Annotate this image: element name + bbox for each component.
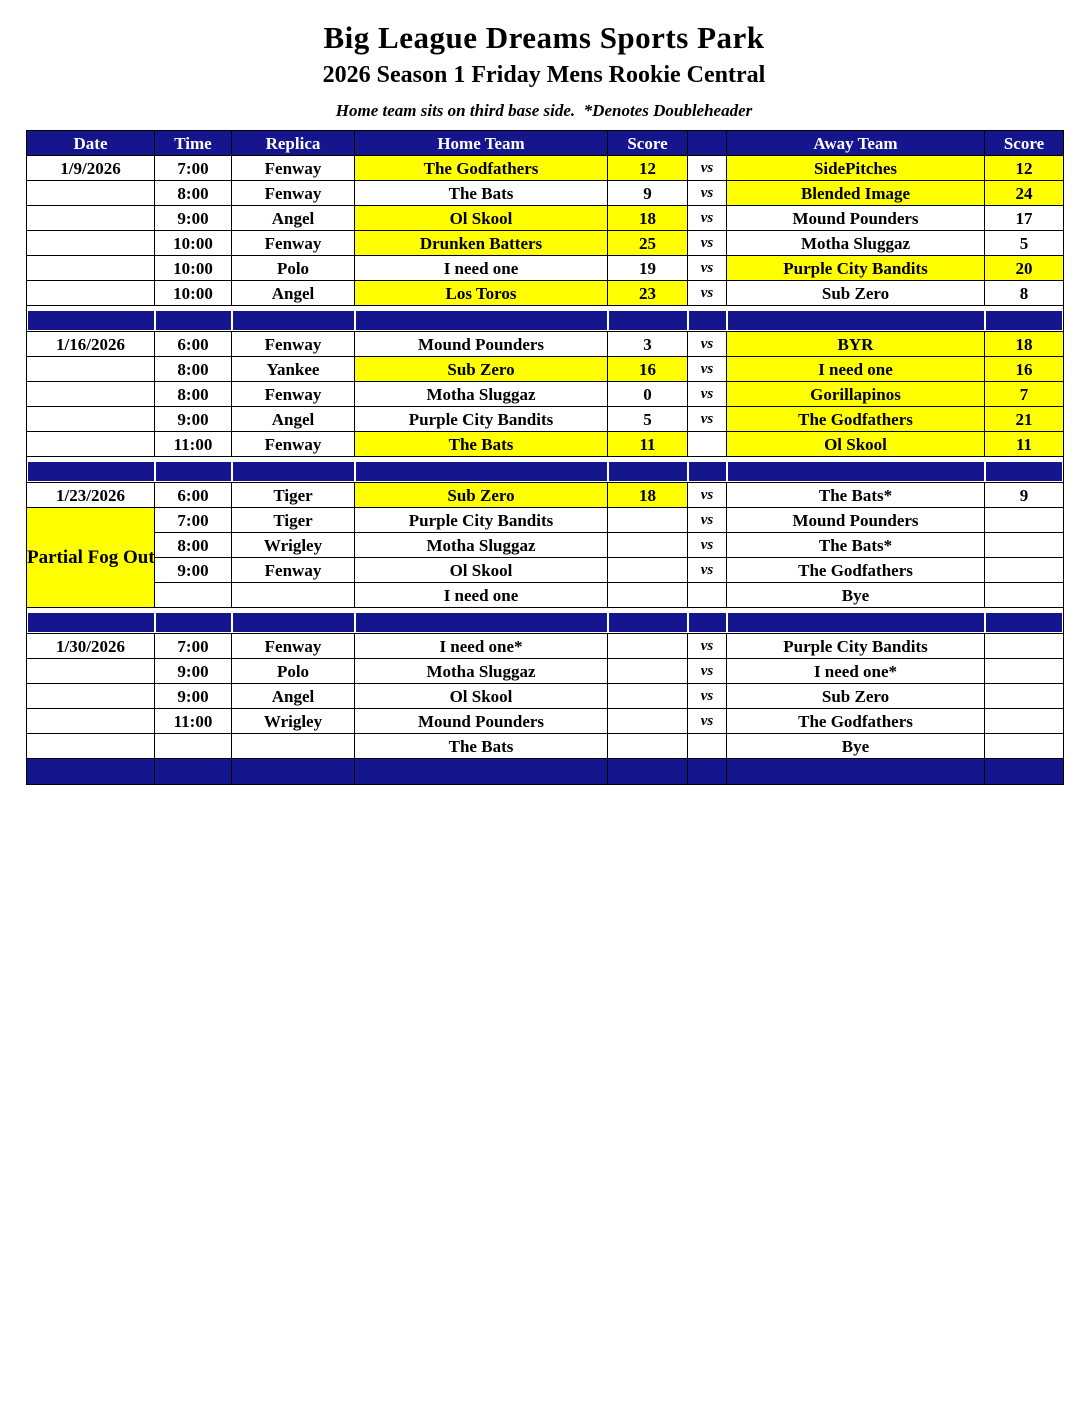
separator-cell [155,457,232,483]
time-cell: 11:00 [155,432,232,457]
replica-cell [232,583,355,608]
time-cell: 9:00 [155,659,232,684]
separator-bar [728,613,984,632]
time-cell: 9:00 [155,558,232,583]
date-cell [27,181,155,206]
home-team-cell: The Godfathers [355,156,608,181]
game-row [27,357,1063,382]
away-score-cell: 11 [985,432,1063,457]
home-score-cell [608,734,688,759]
away-team-cell: The Godfathers [727,558,985,583]
away-team-cell: Purple City Bandits [727,634,985,659]
schedule-note: Home team sits on third base side. *Denotes Doubleheader [335,101,753,120]
separator-row [27,457,1063,483]
home-score-cell: 16 [608,357,688,382]
separator-bar [156,613,231,632]
home-team-cell: Mound Pounders [355,332,608,357]
date-cell: 1/30/2026 [27,634,155,659]
date-cell [27,256,155,281]
home-team-cell: Sub Zero [355,483,608,508]
page-subtitle: 2026 Season 1 Friday Mens Rookie Central [322,62,766,88]
home-team-cell: Motha Sluggaz [355,533,608,558]
page-header [0,20,1088,121]
away-team-cell: Gorillapinos [727,382,985,407]
home-team-cell: Purple City Bandits [355,508,608,533]
date-cell [27,231,155,256]
separator-row [27,608,1063,634]
separator-cell [155,759,232,784]
time-cell: 8:00 [155,533,232,558]
home-score-cell [608,583,688,608]
replica-cell: Fenway [232,558,355,583]
date-cell [27,281,155,306]
page-title: Big League Dreams Sports Park [323,20,765,55]
away-score-cell: 21 [985,407,1063,432]
home-team-cell: The Bats [355,432,608,457]
away-score-cell: 8 [985,281,1063,306]
game-row [27,634,1063,659]
home-team-cell: I need one* [355,634,608,659]
replica-cell: Fenway [232,634,355,659]
column-header-vs [688,131,727,156]
column-header-home-score: Score [608,131,688,156]
header-row [27,131,1063,156]
separator-cell [27,457,155,483]
separator-bar [689,311,726,330]
separator-bar [609,462,687,481]
schedule-table-body [27,156,1063,784]
date-cell [27,432,155,457]
date-note-cell: Partial Fog Out [27,508,155,608]
separator-bar [728,311,984,330]
home-score-cell: 19 [608,256,688,281]
time-cell [155,583,232,608]
time-cell: 11:00 [155,709,232,734]
away-score-cell [985,709,1063,734]
home-team-cell: Sub Zero [355,357,608,382]
separator-cell [232,759,355,784]
separator-cell [27,759,155,784]
time-cell: 10:00 [155,256,232,281]
home-score-cell [608,558,688,583]
vs-cell: vs [688,634,727,659]
time-cell: 7:00 [155,156,232,181]
vs-cell: vs [688,231,727,256]
home-team-cell: The Bats [355,181,608,206]
home-score-cell [608,659,688,684]
vs-cell: vs [688,382,727,407]
separator-cell [608,608,688,634]
game-row [27,407,1063,432]
away-score-cell [985,684,1063,709]
replica-cell: Angel [232,407,355,432]
separator-cell [727,306,985,332]
away-team-cell: I need one* [727,659,985,684]
game-row [27,206,1063,231]
separator-cell [985,306,1063,332]
away-team-cell: The Godfathers [727,407,985,432]
separator-bar [356,462,607,481]
separator-cell [608,759,688,784]
home-score-cell: 3 [608,332,688,357]
date-cell: 1/9/2026 [27,156,155,181]
away-team-cell: Bye [727,583,985,608]
game-row [27,156,1063,181]
time-cell: 10:00 [155,231,232,256]
away-team-cell: Mound Pounders [727,206,985,231]
game-row [27,558,1063,583]
separator-bar [356,613,607,632]
away-score-cell [985,734,1063,759]
separator-cell [727,608,985,634]
home-score-cell: 23 [608,281,688,306]
vs-cell: vs [688,407,727,432]
separator-cell [985,457,1063,483]
column-header-time: Time [155,131,232,156]
vs-cell [688,432,727,457]
home-team-cell: The Bats [355,734,608,759]
time-cell: 7:00 [155,508,232,533]
separator-cell [727,759,985,784]
vs-cell: vs [688,181,727,206]
vs-cell [688,583,727,608]
separator-cell [355,306,608,332]
separator-cell [155,608,232,634]
home-score-cell [608,533,688,558]
time-cell: 9:00 [155,206,232,231]
vs-cell: vs [688,256,727,281]
separator-bar [689,462,726,481]
away-score-cell: 12 [985,156,1063,181]
game-row [27,709,1063,734]
separator-bar [28,311,154,330]
column-header-replica: Replica [232,131,355,156]
separator-cell [688,457,727,483]
schedule-table [27,131,1063,784]
date-cell [27,684,155,709]
replica-cell: Polo [232,659,355,684]
separator-bar [28,462,154,481]
home-team-cell: Mound Pounders [355,709,608,734]
separator-cell [27,608,155,634]
away-score-cell [985,558,1063,583]
separator-bar [233,311,354,330]
replica-cell: Fenway [232,156,355,181]
home-score-cell: 25 [608,231,688,256]
vs-cell: vs [688,558,727,583]
replica-cell: Angel [232,206,355,231]
date-cell [27,659,155,684]
time-cell: 8:00 [155,181,232,206]
game-row [27,583,1063,608]
time-cell: 6:00 [155,483,232,508]
separator-cell [985,759,1063,784]
game-row [27,432,1063,457]
vs-cell: vs [688,709,727,734]
away-team-cell: The Bats* [727,533,985,558]
game-row [27,508,1063,533]
game-row [27,332,1063,357]
separator-bar [233,613,354,632]
separator-cell [232,306,355,332]
time-cell [155,734,232,759]
away-score-cell: 5 [985,231,1063,256]
separator-bar [986,311,1062,330]
game-row [27,734,1063,759]
separator-cell [155,306,232,332]
away-team-cell: Sub Zero [727,684,985,709]
game-row [27,483,1063,508]
away-team-cell: Purple City Bandits [727,256,985,281]
game-row [27,181,1063,206]
replica-cell: Tiger [232,508,355,533]
time-cell: 7:00 [155,634,232,659]
separator-bar [689,613,726,632]
away-score-cell [985,659,1063,684]
time-cell: 6:00 [155,332,232,357]
away-team-cell: I need one [727,357,985,382]
replica-cell: Fenway [232,231,355,256]
replica-cell: Fenway [232,382,355,407]
vs-cell: vs [688,483,727,508]
time-cell: 8:00 [155,357,232,382]
replica-cell: Wrigley [232,709,355,734]
home-score-cell [608,508,688,533]
date-cell [27,357,155,382]
date-cell [27,734,155,759]
separator-bar [356,311,607,330]
home-score-cell: 5 [608,407,688,432]
away-team-cell: Blended Image [727,181,985,206]
date-cell: 1/23/2026 [27,483,155,508]
vs-cell: vs [688,508,727,533]
game-row [27,281,1063,306]
replica-cell: Angel [232,281,355,306]
vs-cell: vs [688,281,727,306]
replica-cell: Tiger [232,483,355,508]
vs-cell: vs [688,156,727,181]
separator-cell [688,608,727,634]
away-score-cell: 20 [985,256,1063,281]
home-team-cell: Ol Skool [355,684,608,709]
separator-cell [985,608,1063,634]
away-team-cell: The Godfathers [727,709,985,734]
separator-bar [986,462,1062,481]
home-team-cell: Drunken Batters [355,231,608,256]
time-cell: 8:00 [155,382,232,407]
home-score-cell: 9 [608,181,688,206]
separator-cell [608,457,688,483]
separator-cell [688,759,727,784]
separator-bar [728,462,984,481]
replica-cell: Fenway [232,432,355,457]
separator-cell [232,457,355,483]
time-cell: 9:00 [155,407,232,432]
replica-cell: Fenway [232,332,355,357]
game-row [27,256,1063,281]
away-score-cell: 17 [985,206,1063,231]
separator-row [27,759,1063,784]
game-row [27,382,1063,407]
home-team-cell: Ol Skool [355,206,608,231]
separator-cell [27,306,155,332]
schedule-table-wrap [26,130,1064,785]
vs-cell: vs [688,332,727,357]
time-cell: 10:00 [155,281,232,306]
home-team-cell: Motha Sluggaz [355,382,608,407]
separator-cell [608,306,688,332]
time-cell: 9:00 [155,684,232,709]
away-team-cell: The Bats* [727,483,985,508]
separator-bar [156,462,231,481]
away-score-cell: 24 [985,181,1063,206]
away-team-cell: SidePitches [727,156,985,181]
home-score-cell [608,709,688,734]
separator-cell [355,608,608,634]
replica-cell: Angel [232,684,355,709]
home-team-cell: I need one [355,256,608,281]
replica-cell: Wrigley [232,533,355,558]
vs-cell [688,734,727,759]
separator-bar [233,462,354,481]
replica-cell: Fenway [232,181,355,206]
date-cell [27,407,155,432]
vs-cell: vs [688,533,727,558]
home-score-cell [608,684,688,709]
vs-cell: vs [688,357,727,382]
home-score-cell: 11 [608,432,688,457]
replica-cell: Yankee [232,357,355,382]
date-cell [27,709,155,734]
column-header-away-team: Away Team [727,131,985,156]
separator-cell [355,457,608,483]
away-score-cell: 16 [985,357,1063,382]
home-team-cell: I need one [355,583,608,608]
date-cell: 1/16/2026 [27,332,155,357]
home-team-cell: Purple City Bandits [355,407,608,432]
away-team-cell: Motha Sluggaz [727,231,985,256]
column-header-date: Date [27,131,155,156]
vs-cell: vs [688,684,727,709]
away-score-cell [985,634,1063,659]
game-row [27,231,1063,256]
away-team-cell: Ol Skool [727,432,985,457]
game-row [27,684,1063,709]
away-score-cell: 9 [985,483,1063,508]
separator-row [27,306,1063,332]
away-team-cell: Mound Pounders [727,508,985,533]
separator-bar [156,311,231,330]
home-score-cell: 18 [608,206,688,231]
vs-cell: vs [688,206,727,231]
replica-cell: Polo [232,256,355,281]
column-header-home-team: Home Team [355,131,608,156]
separator-cell [688,306,727,332]
separator-cell [727,457,985,483]
date-cell [27,206,155,231]
separator-cell [232,608,355,634]
away-score-cell: 7 [985,382,1063,407]
replica-cell [232,734,355,759]
separator-bar [609,311,687,330]
away-score-cell [985,533,1063,558]
away-team-cell: Bye [727,734,985,759]
home-team-cell: Los Toros [355,281,608,306]
home-team-cell: Ol Skool [355,558,608,583]
separator-bar [986,613,1062,632]
home-score-cell: 12 [608,156,688,181]
vs-cell: vs [688,659,727,684]
home-team-cell: Motha Sluggaz [355,659,608,684]
away-score-cell [985,508,1063,533]
game-row [27,533,1063,558]
separator-cell [355,759,608,784]
home-score-cell: 18 [608,483,688,508]
away-score-cell [985,583,1063,608]
home-score-cell [608,634,688,659]
date-cell [27,382,155,407]
column-header-away-score: Score [985,131,1063,156]
away-team-cell: Sub Zero [727,281,985,306]
away-score-cell: 18 [985,332,1063,357]
separator-bar [609,613,687,632]
away-team-cell: BYR [727,332,985,357]
home-score-cell: 0 [608,382,688,407]
separator-bar [28,613,154,632]
game-row [27,659,1063,684]
